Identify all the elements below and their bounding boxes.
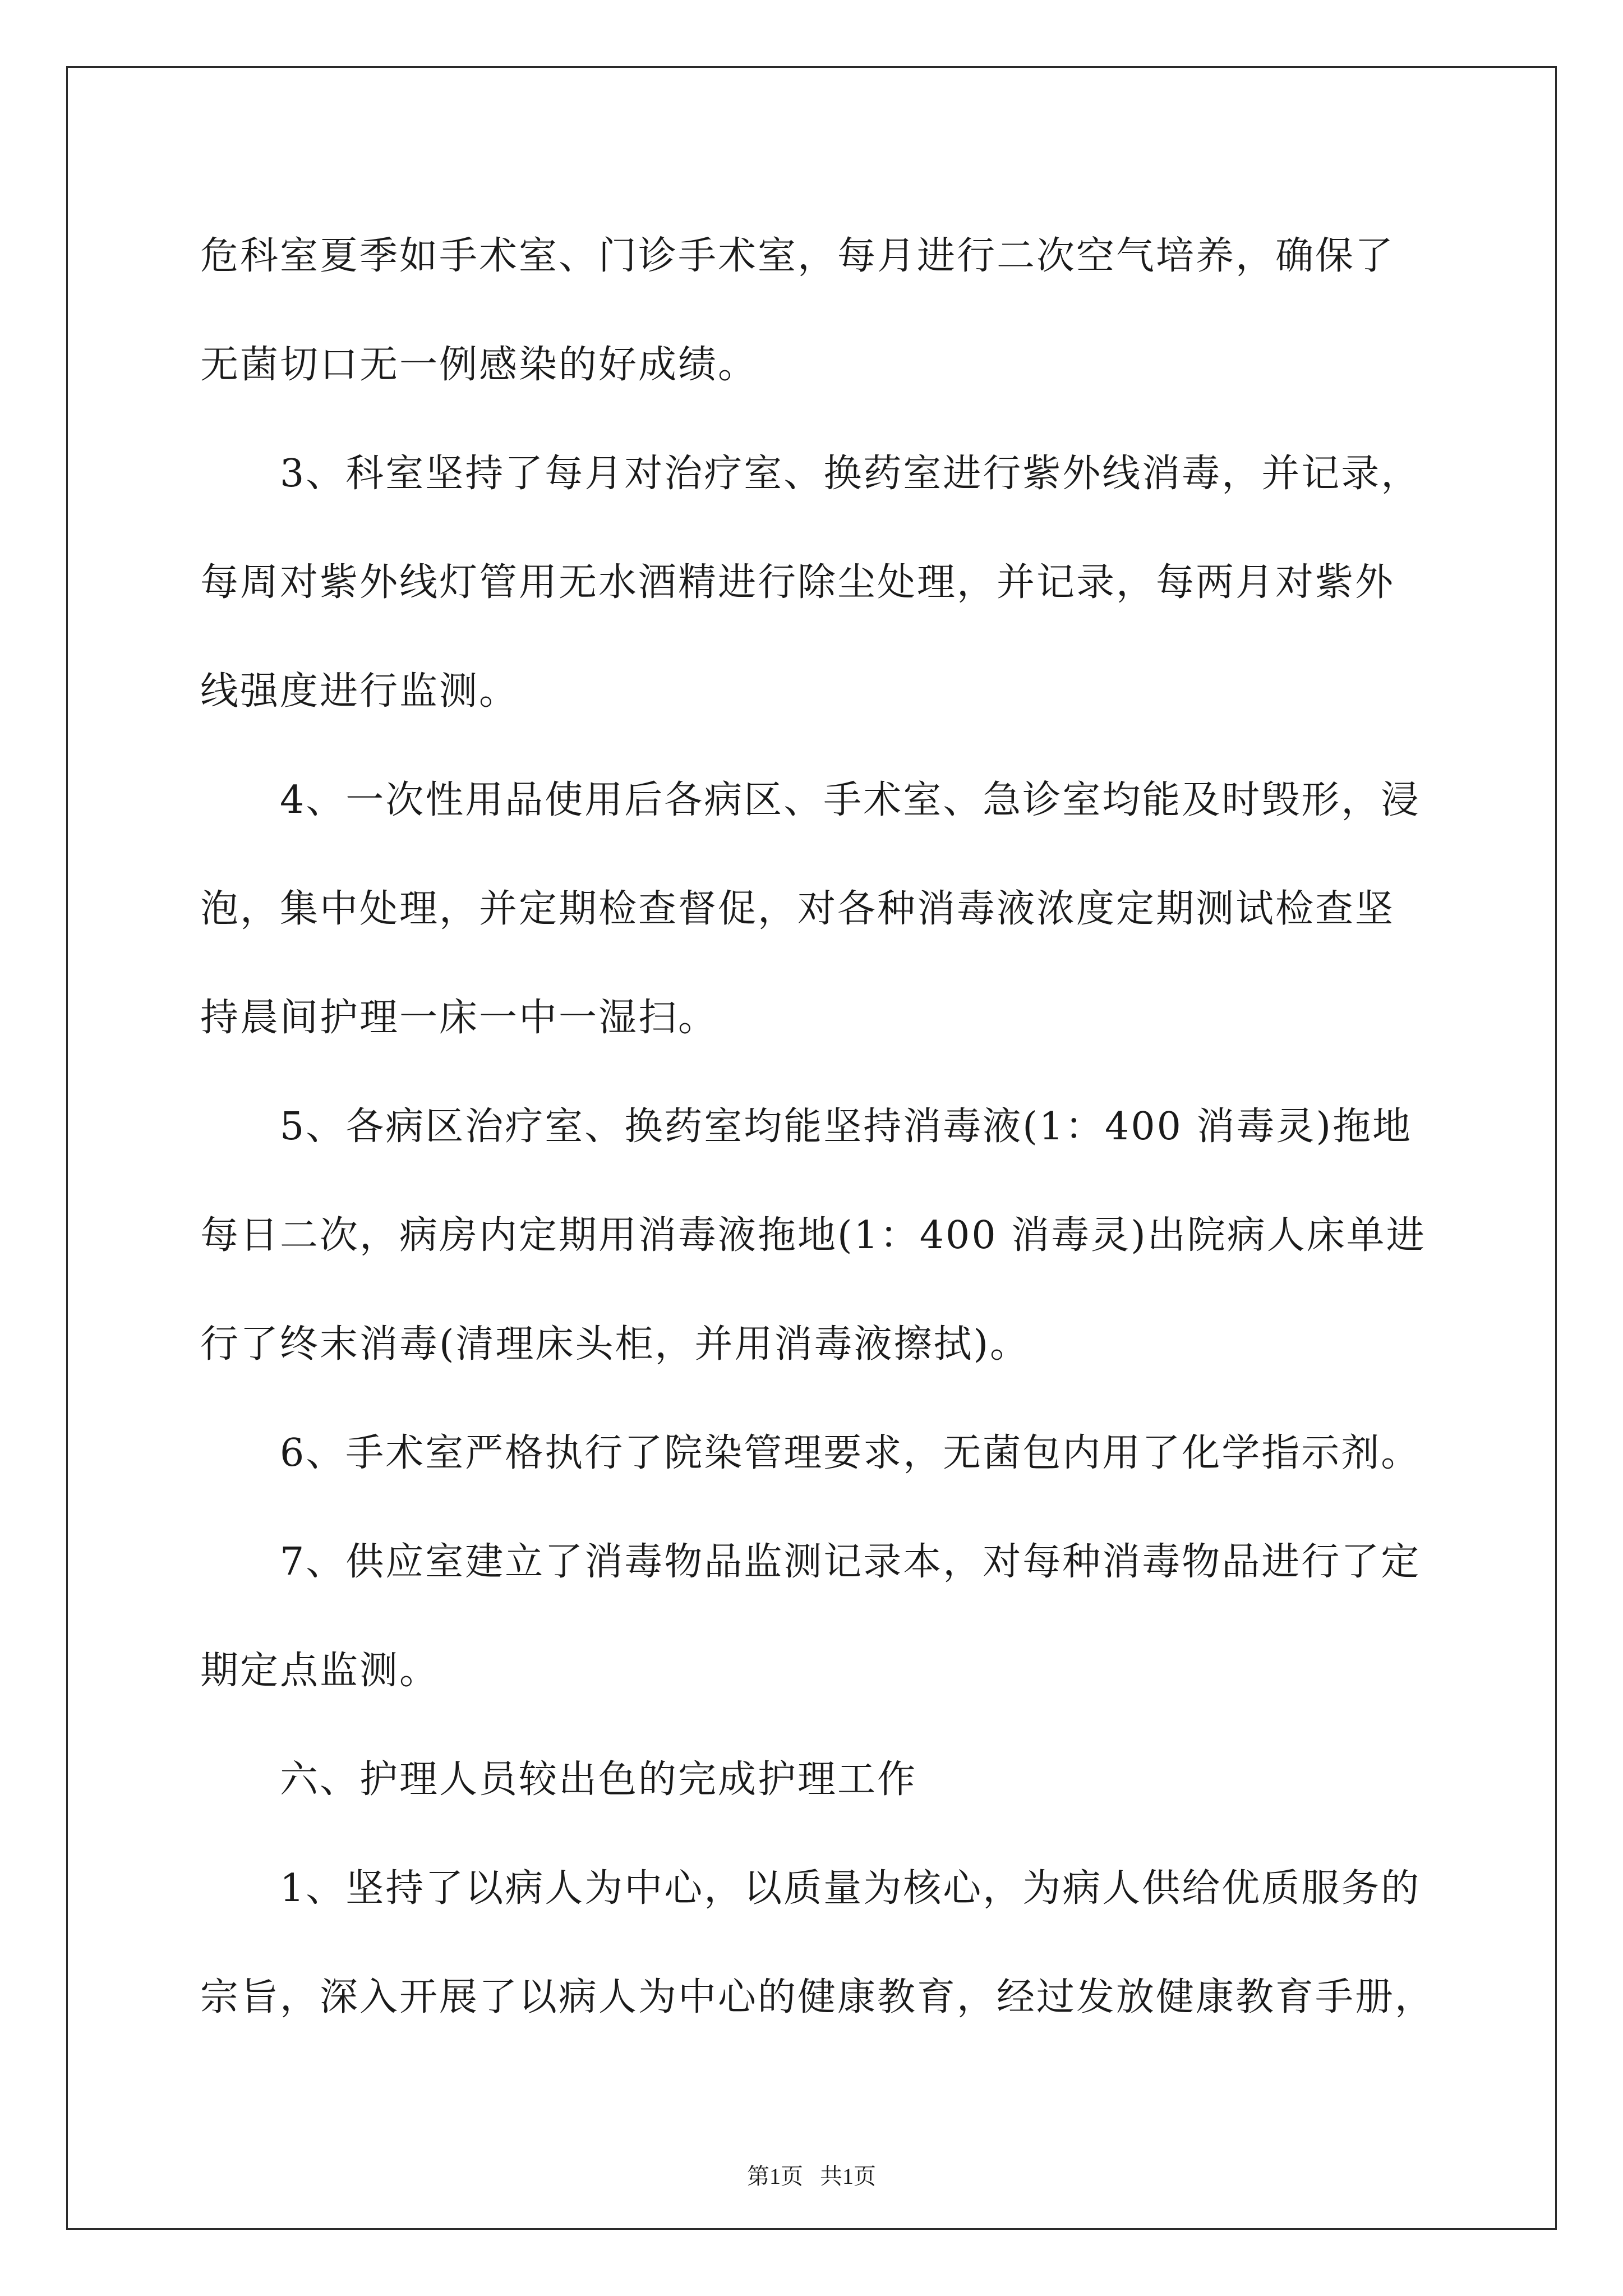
text-line: 行了终末消毒(清理床头柜，并用消毒液擦拭)。 — [200, 1322, 1030, 1366]
text-line: 1、坚持了以病人为中心，以质量为核心，为病人供给优质服务的 — [280, 1866, 1421, 1911]
text-line: 每周对紫外线灯管用无水酒精进行除尘处理，并记录，每两月对紫外 — [200, 560, 1395, 605]
text-line: 7、供应室建立了消毒物品监测记录本，对每种消毒物品进行了定 — [280, 1540, 1421, 1584]
text-line: 每日二次，病房内定期用消毒液拖地(1：400 消毒灵)出院病人床单进 — [200, 1213, 1426, 1258]
page-total: 共1页 — [820, 2164, 876, 2189]
text-line: 线强度进行监测。 — [200, 669, 519, 714]
document-body — [200, 202, 1435, 2052]
text-line: 泡，集中处理，并定期检查督促，对各种消毒液浓度定期测试检查坚 — [200, 887, 1395, 931]
text-line: 危科室夏季如手术室、门诊手术室，每月进行二次空气培养，确保了 — [200, 234, 1395, 278]
text-line: 无菌切口无一例感染的好成绩。 — [200, 343, 758, 387]
text-line: 6、手术室严格执行了院染管理要求，无菌包内用了化学指示剂。 — [280, 1431, 1421, 1475]
text-line: 4、一次性用品使用后各病区、手术室、急诊室均能及时毁形，浸 — [280, 778, 1421, 822]
text-line: 持晨间护理一床一中一湿扫。 — [200, 996, 718, 1040]
text-line: 5、各病区治疗室、换药室均能坚持消毒液(1：400 消毒灵)拖地 — [280, 1105, 1412, 1149]
text-line: 3、科室坚持了每月对治疗室、换药室进行紫外线消毒，并记录， — [280, 452, 1421, 496]
text-line: 期定点监测。 — [200, 1649, 440, 1693]
page-number: 第1页 — [747, 2164, 803, 2189]
text-line: 宗旨，深入开展了以病人为中心的健康教育，经过发放健康教育手册， — [200, 1975, 1435, 2019]
text-line: 六、护理人员较出色的完成护理工作 — [280, 1757, 917, 1802]
page-footer — [0, 2159, 1623, 2191]
